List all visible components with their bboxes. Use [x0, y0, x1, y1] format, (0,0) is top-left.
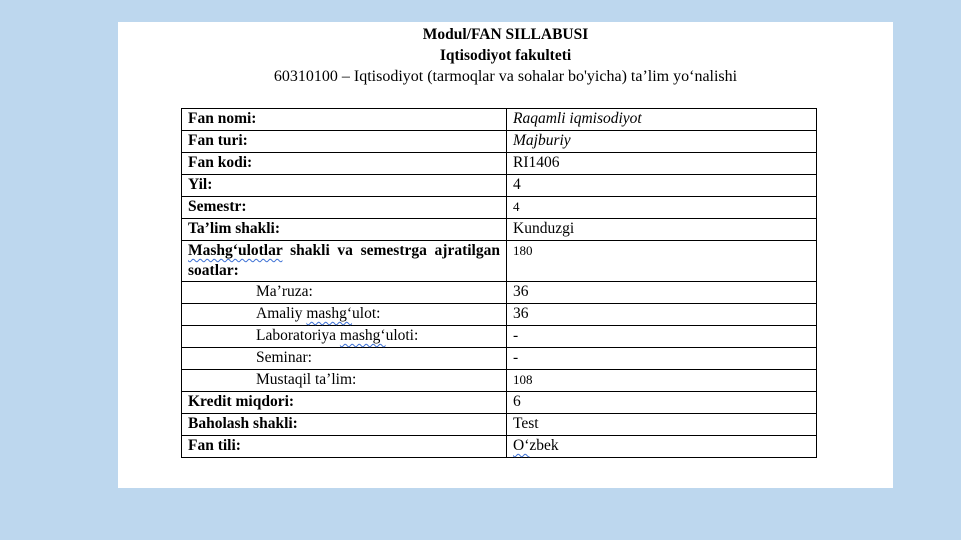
row-value: - [507, 326, 817, 348]
table-row [182, 348, 817, 370]
row-label: Ta’lim shakli: [182, 219, 507, 241]
table-row [182, 197, 817, 219]
syllabus-header [118, 24, 893, 87]
row-value: Test [507, 414, 817, 436]
label-underlined: mashg‘ [339, 327, 386, 344]
label-prefix: Mashg‘ulotlar [188, 242, 283, 259]
table-row [182, 175, 817, 197]
row-value: 36 [507, 304, 817, 326]
row-label [182, 304, 507, 326]
row-label: Kredit miqdori: [182, 392, 507, 414]
row-value: 6 [507, 392, 817, 414]
table-row [182, 370, 817, 392]
table-row [182, 219, 817, 241]
program-name: 60310100 – Iqtisodiyot (tarmoqlar va sohalar bo'yicha) ta’lim yo‘nalishi [273, 68, 738, 85]
label-prefix: Amaliy [256, 305, 307, 322]
row-value: 180 [507, 241, 817, 282]
label-underlined: mashg‘ [306, 305, 353, 322]
table-row [182, 282, 817, 304]
row-value: 108 [507, 370, 817, 392]
label-suffix: ulot: [352, 305, 381, 322]
row-label: Seminar: [182, 348, 507, 370]
label-rest: shakli va semestrga ajratilgan soatlar: [188, 242, 500, 279]
table-row [182, 131, 817, 153]
row-value: 36 [507, 282, 817, 304]
label-suffix: uloti: [385, 327, 419, 344]
row-value: Raqamli iqmisodiyot [507, 109, 817, 131]
table-row [182, 241, 817, 282]
row-label: Baholash shakli: [182, 414, 507, 436]
row-value: RI1406 [507, 153, 817, 175]
syllabus-table [181, 108, 817, 458]
table-row [182, 436, 817, 458]
row-value [507, 436, 817, 458]
table-row [182, 392, 817, 414]
table-row [182, 326, 817, 348]
row-value: - [507, 348, 817, 370]
table-row [182, 109, 817, 131]
syllabus-title: Modul/FAN SILLABUSI [422, 26, 589, 43]
row-label [182, 326, 507, 348]
row-value: 4 [507, 175, 817, 197]
table-row [182, 153, 817, 175]
row-label: Fan nomi: [182, 109, 507, 131]
row-value: Kunduzgi [507, 219, 817, 241]
row-label: Fan kodi: [182, 153, 507, 175]
row-label: Fan tili: [182, 436, 507, 458]
value-underlined: O‘ [513, 437, 530, 454]
row-label: Mustaqil ta’lim: [182, 370, 507, 392]
table-row [182, 304, 817, 326]
row-label [182, 241, 507, 282]
row-label: Semestr: [182, 197, 507, 219]
row-label: Ma’ruza: [182, 282, 507, 304]
faculty-name: Iqtisodiyot fakulteti [439, 47, 572, 64]
value-rest: zbek [529, 437, 559, 454]
label-prefix: Laboratoriya [256, 327, 340, 344]
row-value: Majburiy [507, 131, 817, 153]
row-label: Yil: [182, 175, 507, 197]
document-page [118, 22, 893, 488]
row-value: 4 [507, 197, 817, 219]
row-label: Fan turi: [182, 131, 507, 153]
table-row [182, 414, 817, 436]
